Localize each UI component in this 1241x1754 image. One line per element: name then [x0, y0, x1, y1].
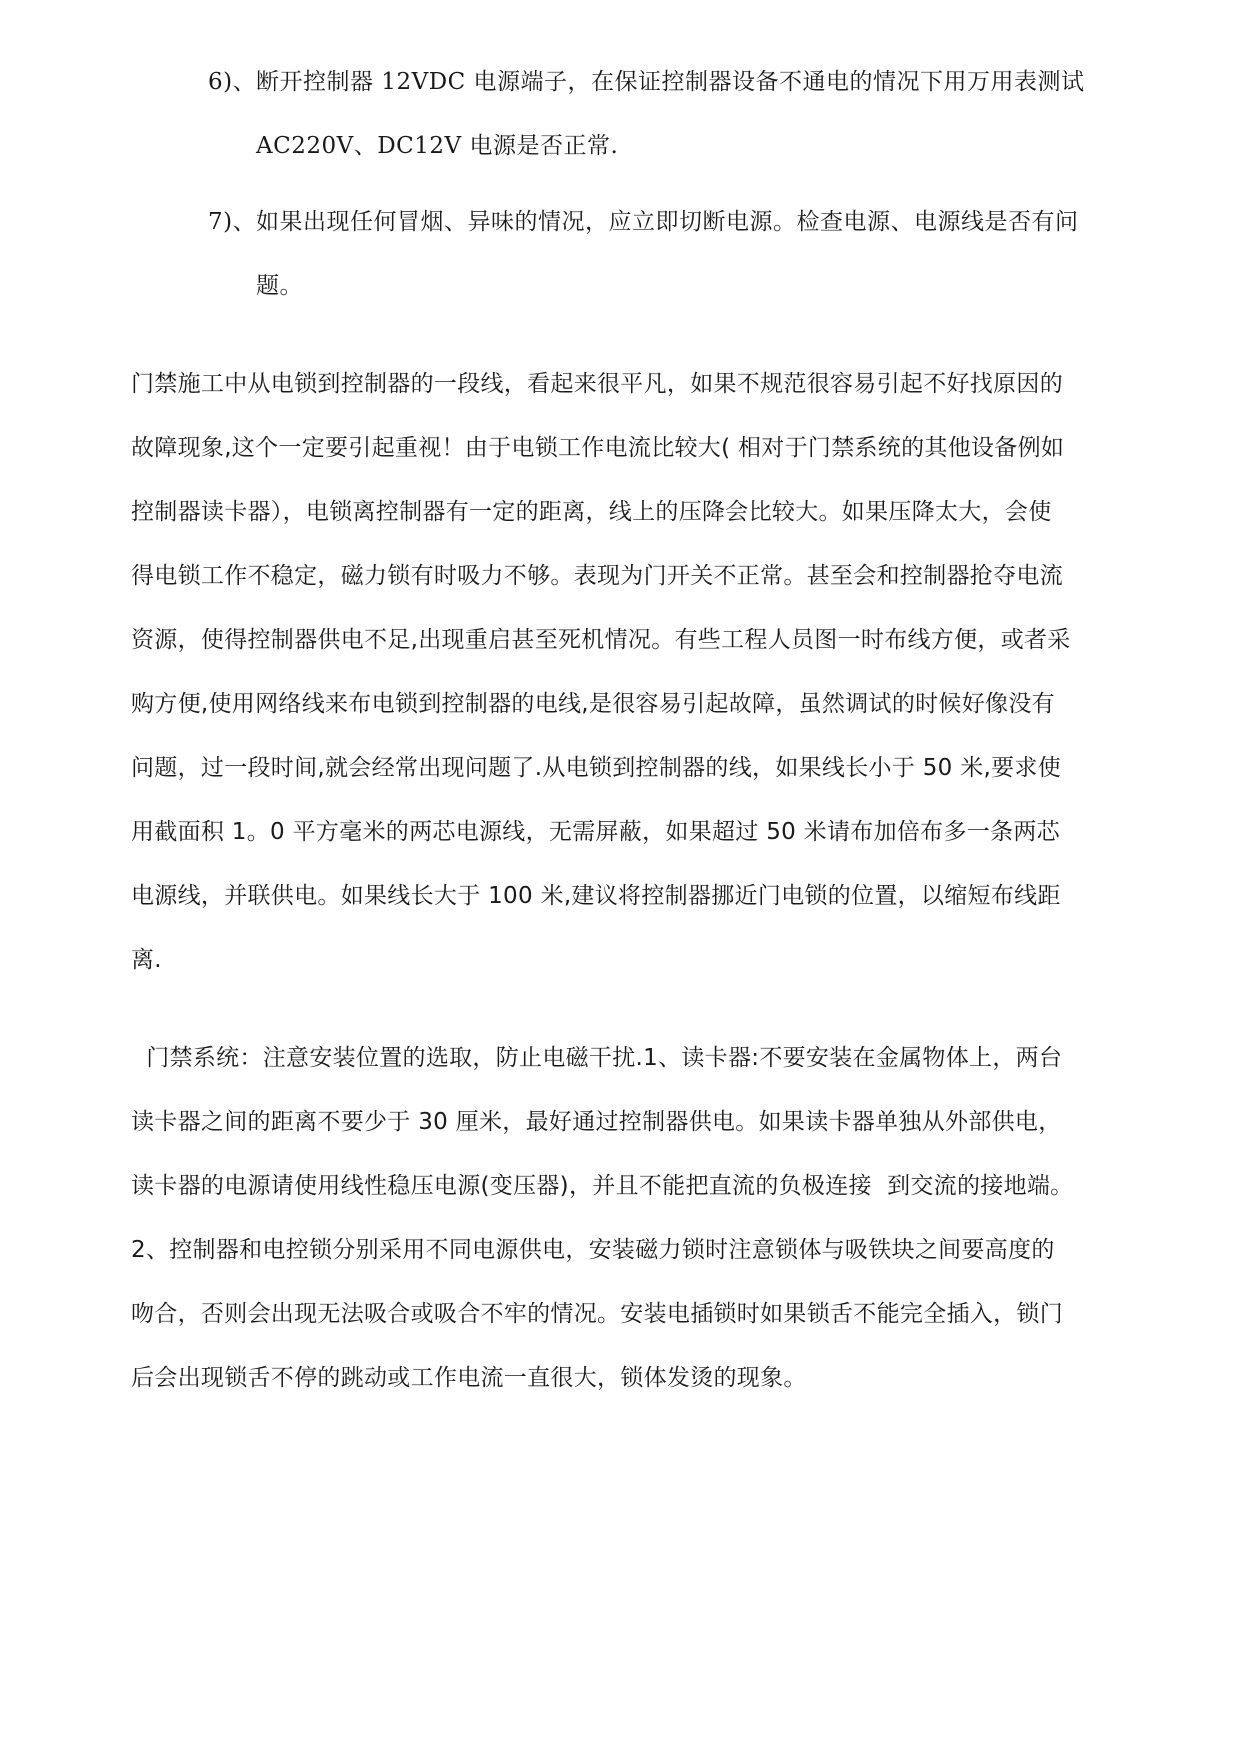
paragraph-line: 后会出现锁舌不停的跳动或工作电流一直很大，锁体发烫的现象。	[131, 1365, 807, 1391]
paragraph-line: 读卡器之间的距离不要少于 30 厘米，最好通过控制器供电。如果读卡器单独从外部供电，	[131, 1109, 1062, 1135]
paragraph-line: 故障现象,这个一定要引起重视！由于电锁工作电流比较大( 相对于门禁系统的其他设备例如	[131, 435, 1065, 461]
paragraph-line: 用截面积 1。0 平方毫米的两芯电源线，无需屏蔽，如果超过 50 米请布加倍布多一条两芯	[131, 819, 1060, 845]
list-item-6-continuation: AC220V、DC12V 电源是否正常.	[256, 133, 619, 159]
paragraph-line: 吻合，否则会出现无法吸合或吸合不牢的情况。安装电插锁时如果锁舌不能完全插入，锁门	[131, 1301, 1063, 1327]
paragraph-line: 资源，使得控制器供电不足,出现重启甚至死机情况。有些工程人员图一时布线方便，或者采	[131, 627, 1071, 653]
list-item-text: 如果出现任何冒烟、异味的情况，应立即切断电源。检查电源、电源线是否有问	[256, 209, 1079, 235]
paragraph-line: 控制器读卡器），电锁离控制器有一定的距离，线上的压降会比较大。如果压降太大，会使	[131, 499, 1052, 525]
list-item-7	[208, 190, 1079, 254]
paragraph-line: 购方便,使用网络线来布电锁到控制器的电线,是很容易引起故障，虽然调试的时候好像没有	[131, 691, 1055, 717]
paragraph-line: 读卡器的电源请使用线性稳压电源(变压器)，并且不能把直流的负极连接 到交流的接地端。	[131, 1173, 1074, 1199]
list-item-number: 7)、	[208, 209, 257, 235]
list-item-text: 断开控制器 12VDC 电源端子，在保证控制器设备不通电的情况下用万用表测试	[256, 69, 1085, 95]
paragraph-line: 2、控制器和电控锁分别采用不同电源供电，安装磁力锁时注意锁体与吸铁块之间要高度的	[131, 1237, 1055, 1263]
paragraph-line: 问题，过一段时间,就会经常出现问题了.从电锁到控制器的线，如果线长小于 50 米,要求使	[131, 755, 1062, 781]
paragraph-line: 电源线，并联供电。如果线长大于 100 米,建议将控制器挪近门电锁的位置，以缩短布线距	[131, 883, 1061, 909]
paragraph-line: 得电锁工作不稳定，磁力锁有时吸力不够。表现为门开关不正常。甚至会和控制器抢夺电流	[131, 563, 1063, 589]
paragraph-line: 门禁施工中从电锁到控制器的一段线，看起来很平凡，如果不规范很容易引起不好找原因的	[131, 371, 1063, 397]
paragraph-line: 离.	[131, 947, 162, 973]
paragraph-line: 门禁系统：注意安装位置的选取，防止电磁干扰.1、读卡器:不要安装在金属物体上，两台	[131, 1045, 1063, 1071]
list-item-6	[208, 50, 1085, 114]
list-item-7-continuation: 题。	[256, 273, 303, 299]
list-item-number: 6)、	[208, 69, 257, 95]
